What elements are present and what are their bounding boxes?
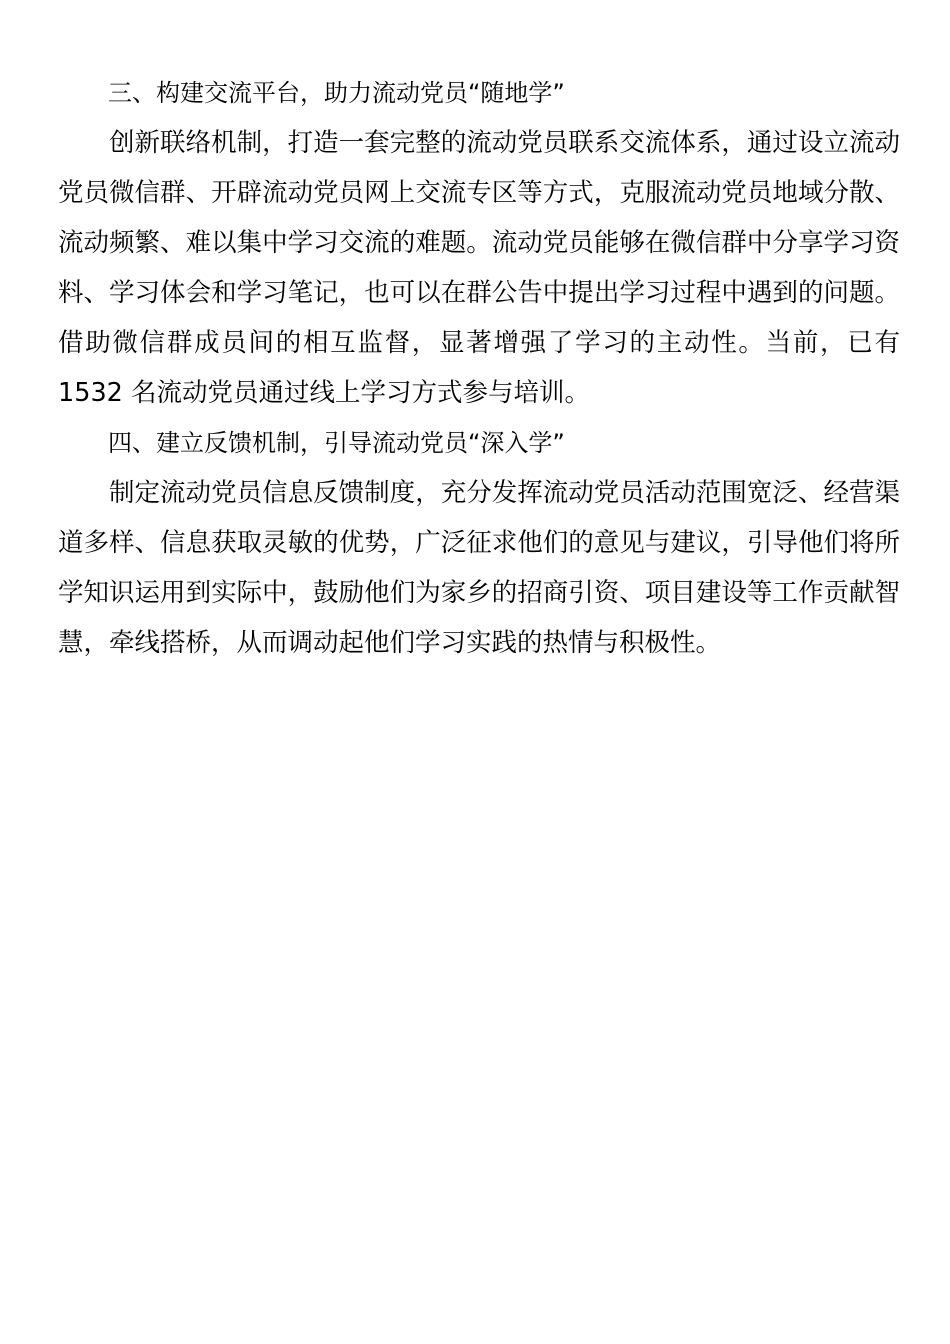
section-heading-4: 四、建立反馈机制，引导流动党员“深入学”	[108, 429, 565, 457]
section-heading-3: 三、构建交流平台，助力流动党员“随地学”	[108, 79, 565, 107]
section-body-3: 创新联络机制，打造一套完整的流动党员联系交流体系，通过设立流动党员微信群、开辟流动党员网上交流专区等方式，克服流动党员地域分散、流动频繁、难以集中学习交流的难题。流动党员能够在微信群中分享学习资料、学习体会和学习笔记，也可以在群公告中提出学习过程中遇到的问题。借助微信群成员间的相互监督，显著增强了学习的主动性。当前，已有 1532 名流动党员通过线上学习方式参与培训。	[58, 128, 900, 408]
section-body-4: 制定流动党员信息反馈制度，充分发挥流动党员活动范围宽泛、经营渠道多样、信息获取灵敏的优势，广泛征求他们的意见与建议，引导他们将所学知识运用到实际中，鼓励他们为家乡的招商引资、项目建设等工作贡献智慧，牵线搭桥，从而调动起他们学习实践的热情与积极性。	[58, 478, 900, 658]
